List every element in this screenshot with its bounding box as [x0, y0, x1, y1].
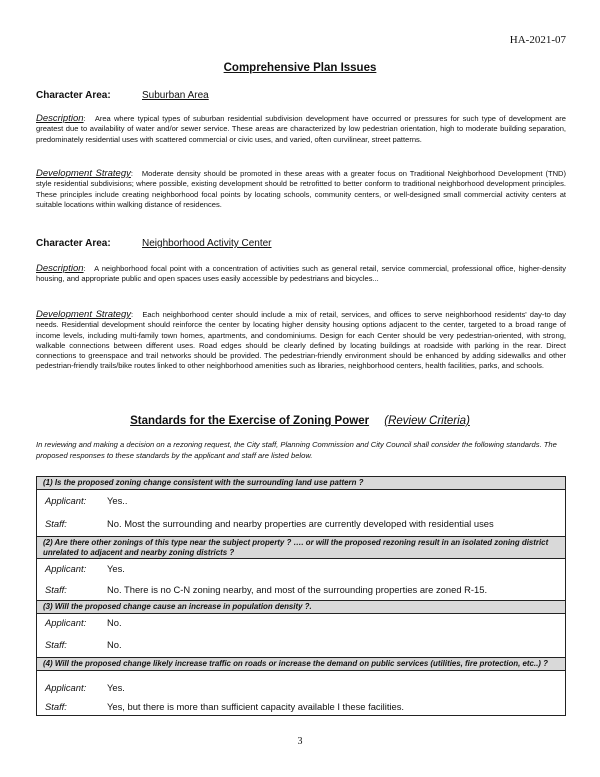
- page-number: 3: [297, 736, 303, 747]
- staff-response: [45, 584, 563, 595]
- staff-label: Staff:: [45, 518, 67, 529]
- staff-response: [45, 518, 563, 529]
- strategy-label: Development Strategy: [36, 168, 131, 179]
- criteria-table: [36, 476, 566, 716]
- standards-title: [0, 415, 600, 427]
- applicant-response: [45, 682, 563, 693]
- staff-label: Staff:: [45, 584, 67, 595]
- character-area-label: Character Area: [36, 238, 108, 249]
- applicant-label: Applicant:: [45, 617, 87, 628]
- staff-answer: Yes, but there is more than sufficient capacity available I these facilities.: [107, 701, 405, 712]
- description-label: Description: [36, 113, 84, 124]
- applicant-response: [45, 617, 563, 628]
- character-area-name: Neighborhood Activity Center: [142, 238, 272, 249]
- staff-answer: No.: [107, 639, 122, 650]
- description-text: Area where typical types of suburban residential subdivision development have occurred or pressures for such type of development are greatest due to availability of water and/or sewer service. These areas are characterized by low pedestrian orientation, high to moderate building separation, predominately residential uses with scattered commercial or civic uses, and varied, often curvilinear, street patterns.: [36, 114, 566, 144]
- strategy-paragraph: Development Strategy: Each neighborhood center should include a mix of retail, services, and offices to serve neighborhood residents' day-to day needs. Residential development should reinforce the center by locating higher density housing options adjacent to the center, targeted to a broad range of income levels, including multi-family town homes, apartments, and condominiums. Design for each Center should be very pedestrian-oriented, with strong, walkable connections between different uses. Road edges should be clearly defined by locating buildings at roadside with parking in the rear. Direct connections to greenspace and trail networks should be provided. The pedestrian-friendly environment should be enhanced by adding sidewalks and other pedestrian-friendly trails/bike routes linked to other neighborhood amenities such as libraries, neighborhood centers, health facilities, parks, and schools.: [36, 309, 567, 371]
- character-area-heading: Character Area: Neighborhood Activity Center: [36, 238, 272, 249]
- staff-response: [45, 701, 563, 712]
- character-area-heading: Character Area: Suburban Area: [36, 90, 209, 101]
- applicant-answer: Yes.: [107, 682, 125, 693]
- criteria-question: (1) Is the proposed zoning change consistent with the surrounding land use pattern ?: [37, 477, 565, 490]
- plan-title: Comprehensive Plan Issues: [223, 62, 377, 74]
- applicant-answer: Yes..: [107, 495, 128, 506]
- description-text: A neighborhood focal point with a concentration of activities such as general retail, service commercial, professional office, higher-density housing, and appropriate public and open spaces uses easily accessible by pedestrians and bicycles...: [36, 264, 566, 284]
- applicant-label: Applicant:: [45, 682, 87, 693]
- staff-answer: No. Most the surrounding and nearby properties are currently developed with residential uses: [107, 518, 494, 529]
- description-label: Description: [36, 263, 84, 274]
- applicant-label: Applicant:: [45, 495, 87, 506]
- criteria-question: (3) Will the proposed change cause an increase in population density ?.: [37, 600, 565, 614]
- criteria-question: (4) Will the proposed change likely increase traffic on roads or increase the demand on public services (utilities, fire protection, etc..) ?: [37, 657, 565, 671]
- staff-response: [45, 639, 563, 650]
- applicant-label: Applicant:: [45, 563, 87, 574]
- strategy-label: Development Strategy: [36, 309, 131, 320]
- applicant-response: [45, 563, 563, 574]
- standards-intro: In reviewing and making a decision on a rezoning request, the City staff, Planning Commission and City Council shall consider the following standards. The proposed responses to these standards by the applicant and staff are listed below.: [36, 440, 557, 460]
- staff-label: Staff:: [45, 639, 67, 650]
- character-area-name: Suburban Area: [142, 90, 209, 101]
- strategy-text: Moderate density should be promoted in these areas with a greater focus on Traditional Neighborhood Development (TND) style residential subdivisions; where possible, existing development should be retrofitted to better conform to traditional neighborhood development principles. These principles include creating neighborhood focal points by locating schools, community centers, or well-designed small commercial activity centers at suitable locations within walking distance of residences.: [36, 169, 567, 209]
- strategy-paragraph: Development Strategy: Moderate density should be promoted in these areas with a greater focus on Traditional Neighborhood Development (TND) style residential subdivisions; where possible, existing development should be retrofitted to better conform to traditional neighborhood development principles. These principles include creating neighborhood focal points by locating schools, community centers, or well-designed small commercial activity centers at suitable locations within walking distance of residences.: [36, 168, 567, 209]
- staff-answer: No. There is no C-N zoning nearby, and most of the surrounding properties are zoned R-15.: [107, 584, 488, 595]
- applicant-answer: Yes.: [107, 563, 125, 574]
- standards-subtitle: (Review Criteria): [384, 415, 470, 427]
- document-id: HA-2021-07: [509, 34, 566, 46]
- staff-label: Staff:: [45, 701, 67, 712]
- criteria-question: (2) Are there other zonings of this type near the subject property ? …. or will the proposed rezoning result in an isolated zoning district unrelated to adjacent and nearby zoning districts ?: [37, 536, 565, 559]
- character-area-label: Character Area: [36, 90, 108, 101]
- description-paragraph: Description: Area where typical types of suburban residential subdivision development have occurred or pressures for such type of development are greatest due to availability of water and/or sewer service. These areas are characterized by low pedestrian orientation, high to moderate building separation, predominately residential uses with scattered commercial or civic uses, and varied, often curvilinear, street patterns.: [36, 113, 566, 144]
- applicant-response: [45, 495, 563, 506]
- strategy-text: Each neighborhood center should include a mix of retail, services, and offices to serve neighborhood residents' day-to day needs. Residential development should reinforce the center by locating higher density housing options adjacent to the center, targeted to a broad range of income levels, including multi-family town homes, apartments, and condominiums. Design for each Center should be very pedestrian-oriented, with strong, walkable connections between different uses. Road edges should be clearly defined by locating buildings at roadside with parking in the rear. Direct connections to greenspace and trail networks should be provided. The pedestrian-friendly environment should be enhanced by adding sidewalks and other pedestrian-friendly trails/bike routes linked to other neighborhood amenities such as libraries, neighborhood centers, health facilities, parks, and schools.: [36, 310, 567, 371]
- applicant-answer: No.: [107, 617, 122, 628]
- standards-title-main: Standards for the Exercise of Zoning Power: [130, 415, 370, 427]
- description-paragraph: Description: A neighborhood focal point with a concentration of activities such as general retail, service commercial, professional office, higher-density housing, and appropriate public and open spaces uses easily accessible by pedestrians and bicycles...: [36, 263, 566, 284]
